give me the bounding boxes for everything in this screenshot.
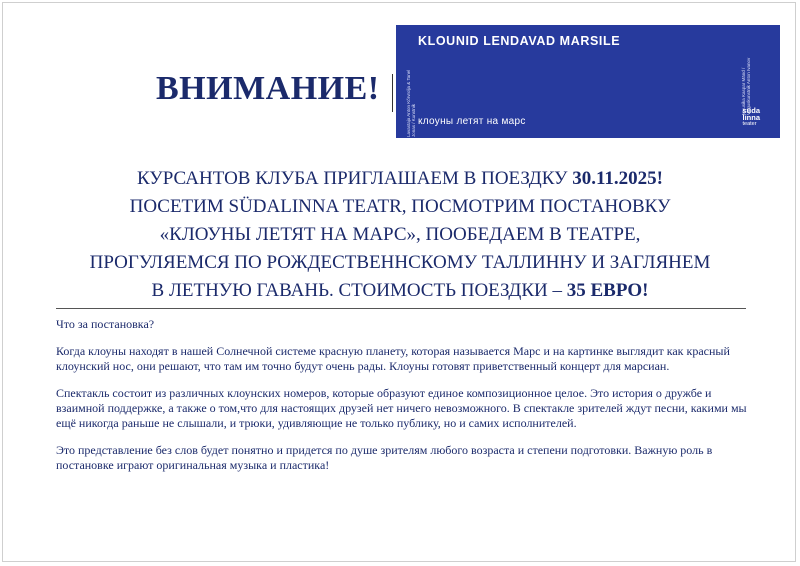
banner-subtitle: клоуны летят на марс xyxy=(418,116,526,127)
announcement-line-4: ПРОГУЛЯЕМСЯ ПО РОЖДЕСТВЕННСКОМУ ТАЛЛИННУ И ЗАГЛЯНЕМ xyxy=(89,252,711,273)
banner-credits-left: Lavastaja Anton Kõrvrolja & Tanel Jonas / Kunstnik xyxy=(406,69,416,137)
logo-line-1: süda xyxy=(742,106,760,115)
page-title: ВНИМАНИЕ! xyxy=(156,70,380,107)
divider xyxy=(56,308,746,309)
description-paragraph-3: Это представление без слов будет понятно и придется по душе зрителям любого возраста и степени подготовки. Важную роль в постановке играют оригинальная музыка и пластика! xyxy=(56,443,713,472)
announcement-line-5-text: В ЛЕТНУЮ ГАВАНЬ. СТОИМОСТЬ ПОЕЗДКИ – xyxy=(151,280,567,301)
announcement-line-2: ПОСЕТИМ SÜDALINNA TEATR, ПОСМОТРИМ ПОСТАНОВКУ xyxy=(129,196,671,217)
announcement-line-1 xyxy=(40,165,760,193)
description-question: Что за постановка? xyxy=(56,317,155,331)
show-description xyxy=(56,317,756,485)
banner-title: KLOUNID LENDAVAD MARSILE xyxy=(418,34,621,48)
theatre-logo xyxy=(742,107,760,128)
description-paragraph-1: Когда клоуны находят в нашей Солнечной системе красную планету, которая называется Марс и на картинке выглядит как красный клоунский нос, они решают, что там им точно будут очень рады. Клоуны готовят приветственный концерт для марсиан. xyxy=(56,344,730,373)
announcement-line-5 xyxy=(40,277,760,305)
banner-credits-right: Muusika Kaspar Mänd / Valguskunstnik Anton Ivanov xyxy=(741,57,751,115)
announcement-line-1-text: КУРСАНТОВ КЛУБА ПРИГЛАШАЕМ В ПОЕЗДКУ xyxy=(137,168,573,189)
trip-announcement xyxy=(40,165,760,305)
announcement-line-3: «КЛОУНЫ ЛЕТЯТ НА МАРС», ПООБЕДАЕМ В ТЕАТРЕ, xyxy=(159,224,641,245)
logo-line-3: teater xyxy=(742,121,757,127)
description-paragraph-2: Спектакль состоит из различных клоунских номеров, которые образуют единое композиционное целое. Это история о дружбе и взаимной поддержке, а также о том,что для настоящих друзей нет ничего невозможного. В спектакле зрителей ждут песни, какими мы ещё никогда раньше не слышали, и трюки, удивляющие не только публику, но и самих исполнителей. xyxy=(56,386,747,430)
logo-line-2: linna xyxy=(742,113,760,122)
trip-date: 30.11.2025! xyxy=(572,168,663,189)
trip-price: 35 ЕВРО! xyxy=(566,280,649,301)
show-banner xyxy=(396,25,780,138)
text-cursor xyxy=(392,74,393,112)
